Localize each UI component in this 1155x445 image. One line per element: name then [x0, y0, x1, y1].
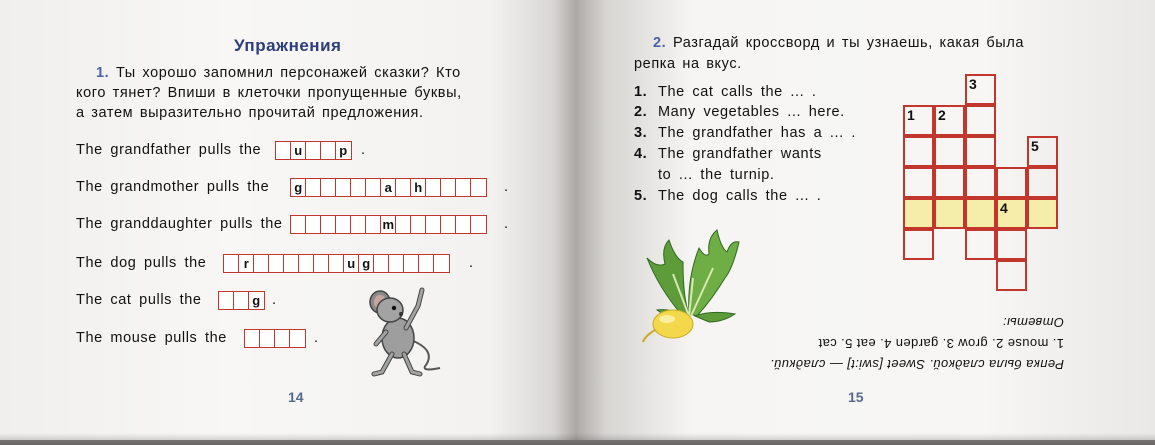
clue-text: to ... the turnip.: [658, 167, 775, 183]
sentence-period: .: [504, 179, 509, 195]
crossword-cell[interactable]: [965, 167, 996, 198]
letter-cell[interactable]: g: [290, 178, 307, 197]
sentence-period: .: [272, 292, 277, 308]
answers-upside-down: [634, 312, 1064, 375]
exercise-number: 2.: [653, 35, 667, 51]
sentence-period: .: [314, 330, 319, 346]
letter-cells: [290, 178, 485, 197]
clue-item: [634, 146, 822, 162]
sentence-text: The granddaughter pulls the: [76, 216, 283, 232]
clue-text: The grandfather wants: [658, 146, 822, 162]
crossword-cell[interactable]: [903, 136, 934, 167]
letter-cell[interactable]: [289, 329, 306, 348]
crossword-cell[interactable]: [996, 260, 1027, 291]
right-page: [577, 0, 1155, 440]
answers-line-words: 1. mouse 2. grow 3. garden 4. eat 5. cat: [818, 336, 1064, 351]
letter-cells: [275, 141, 350, 160]
crossword-number: 1: [907, 107, 915, 123]
clue-text: Many vegetables ... here.: [658, 104, 845, 120]
clue-item: [634, 188, 821, 204]
letter-cell[interactable]: m: [380, 215, 397, 234]
crossword-cell[interactable]: [965, 229, 996, 260]
clue-item: [634, 167, 775, 183]
sentence-period: .: [504, 216, 509, 232]
sentence-text: The grandmother pulls the: [76, 179, 270, 195]
letter-cell[interactable]: u: [343, 254, 360, 273]
sentence-text: The cat pulls the: [76, 292, 202, 308]
clue-number: 1.: [634, 84, 648, 100]
crossword-cell[interactable]: [903, 167, 934, 198]
letter-cell[interactable]: [470, 178, 487, 197]
crossword-cell[interactable]: [996, 229, 1027, 260]
letter-cells: [218, 291, 263, 310]
exercise-1-line-3: а затем выразительно прочитай предложения.: [76, 105, 424, 121]
letter-cells: [244, 329, 304, 348]
sentence-period: .: [469, 255, 474, 271]
letter-cell[interactable]: [433, 254, 450, 273]
letter-cell[interactable]: h: [410, 178, 427, 197]
crossword-number: 4: [1000, 200, 1008, 216]
sentence-period: .: [361, 142, 366, 158]
exercise-1-line-2: кого тянет? Впиши в клеточки пропущенные буквы,: [76, 85, 462, 101]
crossword-number: 2: [938, 107, 946, 123]
exercise-1-line-1: [96, 63, 461, 83]
letter-cell[interactable]: [470, 215, 487, 234]
crossword-cell[interactable]: [1027, 167, 1058, 198]
clue-number: 4.: [634, 146, 648, 162]
crossword-cell-highlighted[interactable]: [903, 198, 934, 229]
letter-cell[interactable]: r: [238, 254, 255, 273]
sentence-text: The dog pulls the: [76, 255, 207, 271]
crossword-cell[interactable]: [996, 167, 1027, 198]
mouse-illustration: [356, 280, 444, 380]
clue-number: 2.: [634, 104, 648, 120]
exercise-number: 1.: [96, 65, 110, 81]
page-number: 14: [288, 389, 304, 405]
crossword-number: 5: [1031, 138, 1039, 154]
clue-text: The dog calls the ... .: [658, 188, 822, 204]
crossword-cell[interactable]: [934, 136, 965, 167]
letter-cell[interactable]: u: [290, 141, 307, 160]
letter-cells: [290, 215, 485, 234]
instruction-text: Разгадай кроссворд и ты узнаешь, какая была: [672, 35, 1025, 51]
crossword-cell-highlighted[interactable]: [934, 198, 965, 229]
clue-text: The grandfather has a ... .: [658, 125, 857, 141]
exercise-2-line-2: репка на вкус.: [634, 56, 742, 72]
left-page: [0, 0, 577, 440]
letter-cell[interactable]: g: [358, 254, 375, 273]
clue-number: 5.: [634, 188, 648, 204]
letter-cells: [223, 254, 448, 273]
sentence-text: The grandfather pulls the: [76, 142, 262, 158]
sentence-text: The mouse pulls the: [76, 330, 227, 346]
book-bottom-shadow: [0, 433, 1155, 445]
crossword-cell[interactable]: [934, 167, 965, 198]
crossword-number: 3: [969, 76, 977, 92]
clue-item: [634, 104, 845, 120]
clue-item: [634, 125, 856, 141]
answers-line-sweet: Репка была сладкой. Sweet [swi:t] — сладкий.: [769, 357, 1064, 372]
crossword-cell-highlighted[interactable]: [965, 198, 996, 229]
exercise-2-line-1: [653, 33, 1024, 53]
clue-number: 3.: [634, 125, 648, 141]
crossword-cell[interactable]: [903, 229, 934, 260]
clue-text: The cat calls the ... .: [658, 84, 817, 100]
crossword-cell[interactable]: [965, 136, 996, 167]
crossword-cell-highlighted[interactable]: [1027, 198, 1058, 229]
letter-cell[interactable]: a: [380, 178, 397, 197]
crossword-cell[interactable]: [965, 105, 996, 136]
page-title: Упражнения: [234, 36, 342, 55]
clue-item: [634, 84, 817, 100]
instruction-text: Ты хорошо запомнил персонажей сказки? Кто: [115, 65, 461, 81]
letter-cell[interactable]: p: [335, 141, 352, 160]
letter-cell[interactable]: g: [248, 291, 265, 310]
answers-heading: Ответы:: [1002, 315, 1064, 330]
page-number: 15: [848, 389, 864, 405]
